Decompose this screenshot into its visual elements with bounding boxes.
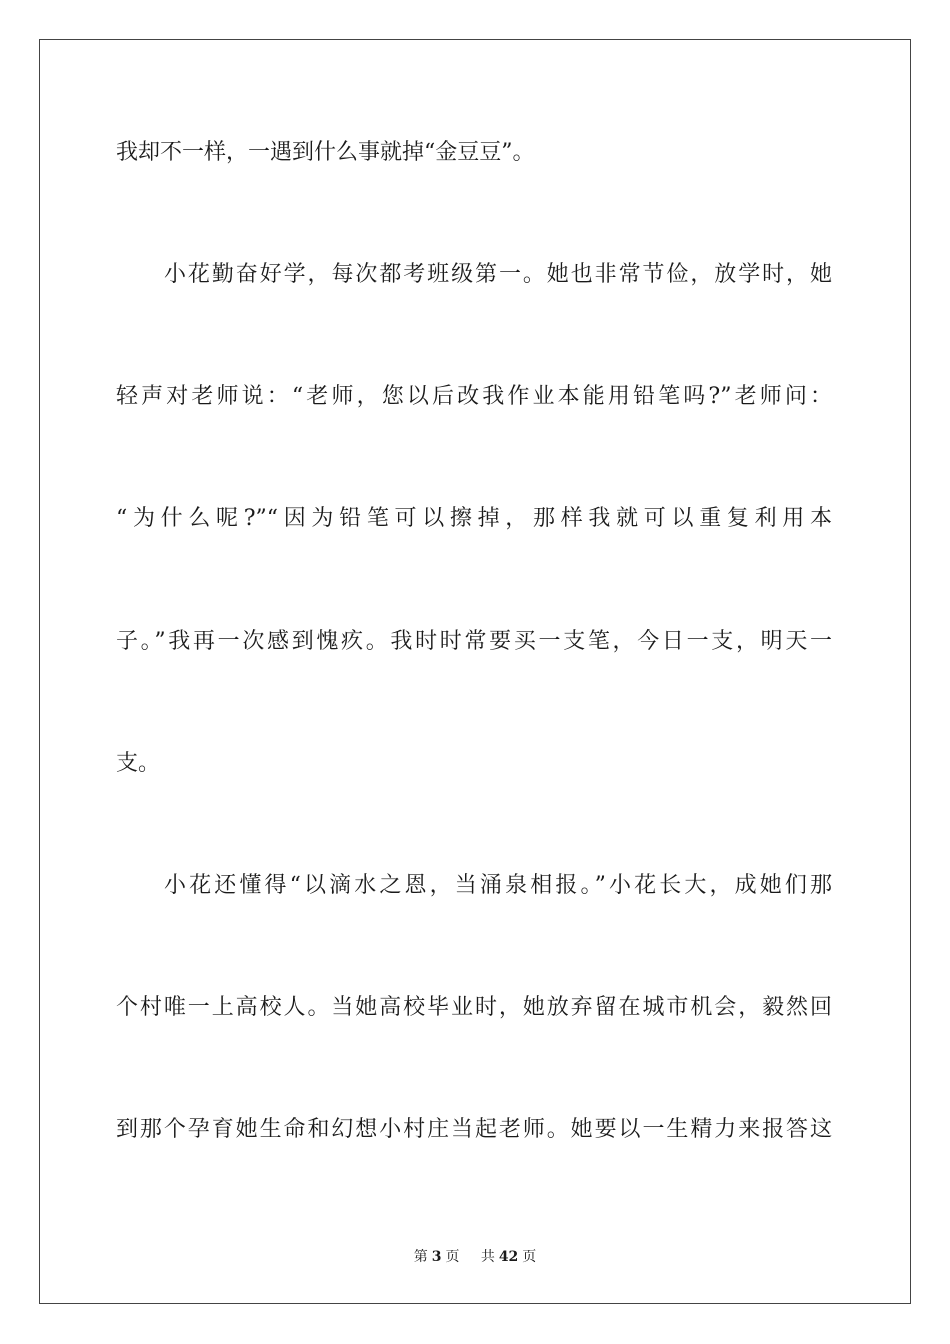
text-line-6: 支。 [116,751,161,776]
text-line-5: 子。”我再一次感到愧疚。我时时常要买一支笔，今日一支，明天一 [116,629,832,654]
text-line-2: 小花勤奋好学，每次都考班级第一。她也非常节俭，放学时，她 [164,262,832,287]
text-line-7: 小花还懂得“以滴水之恩，当涌泉相报。”小花长大，成她们那 [164,873,832,898]
text-line-1: 我却不一样，一遇到什么事就掉“金豆豆”。 [116,140,535,165]
text-line-8: 个村唯一上高校人。当她高校毕业时，她放弃留在城市机会，毅然回 [116,995,832,1020]
text-line-9: 到那个孕育她生命和幻想小村庄当起老师。她要以一生精力来报答这 [116,1117,832,1142]
total-pages-label: 共 42 页 [480,1249,537,1265]
page-label: 第 3 页 [413,1249,460,1265]
text-line-4: “为什么呢?”“因为铅笔可以擦掉，那样我就可以重复利用本 [116,506,832,531]
page-footer [0,1247,950,1267]
text-line-3: 轻声对老师说：“老师，您以后改我作业本能用铅笔吗?”老师问： [116,384,832,409]
